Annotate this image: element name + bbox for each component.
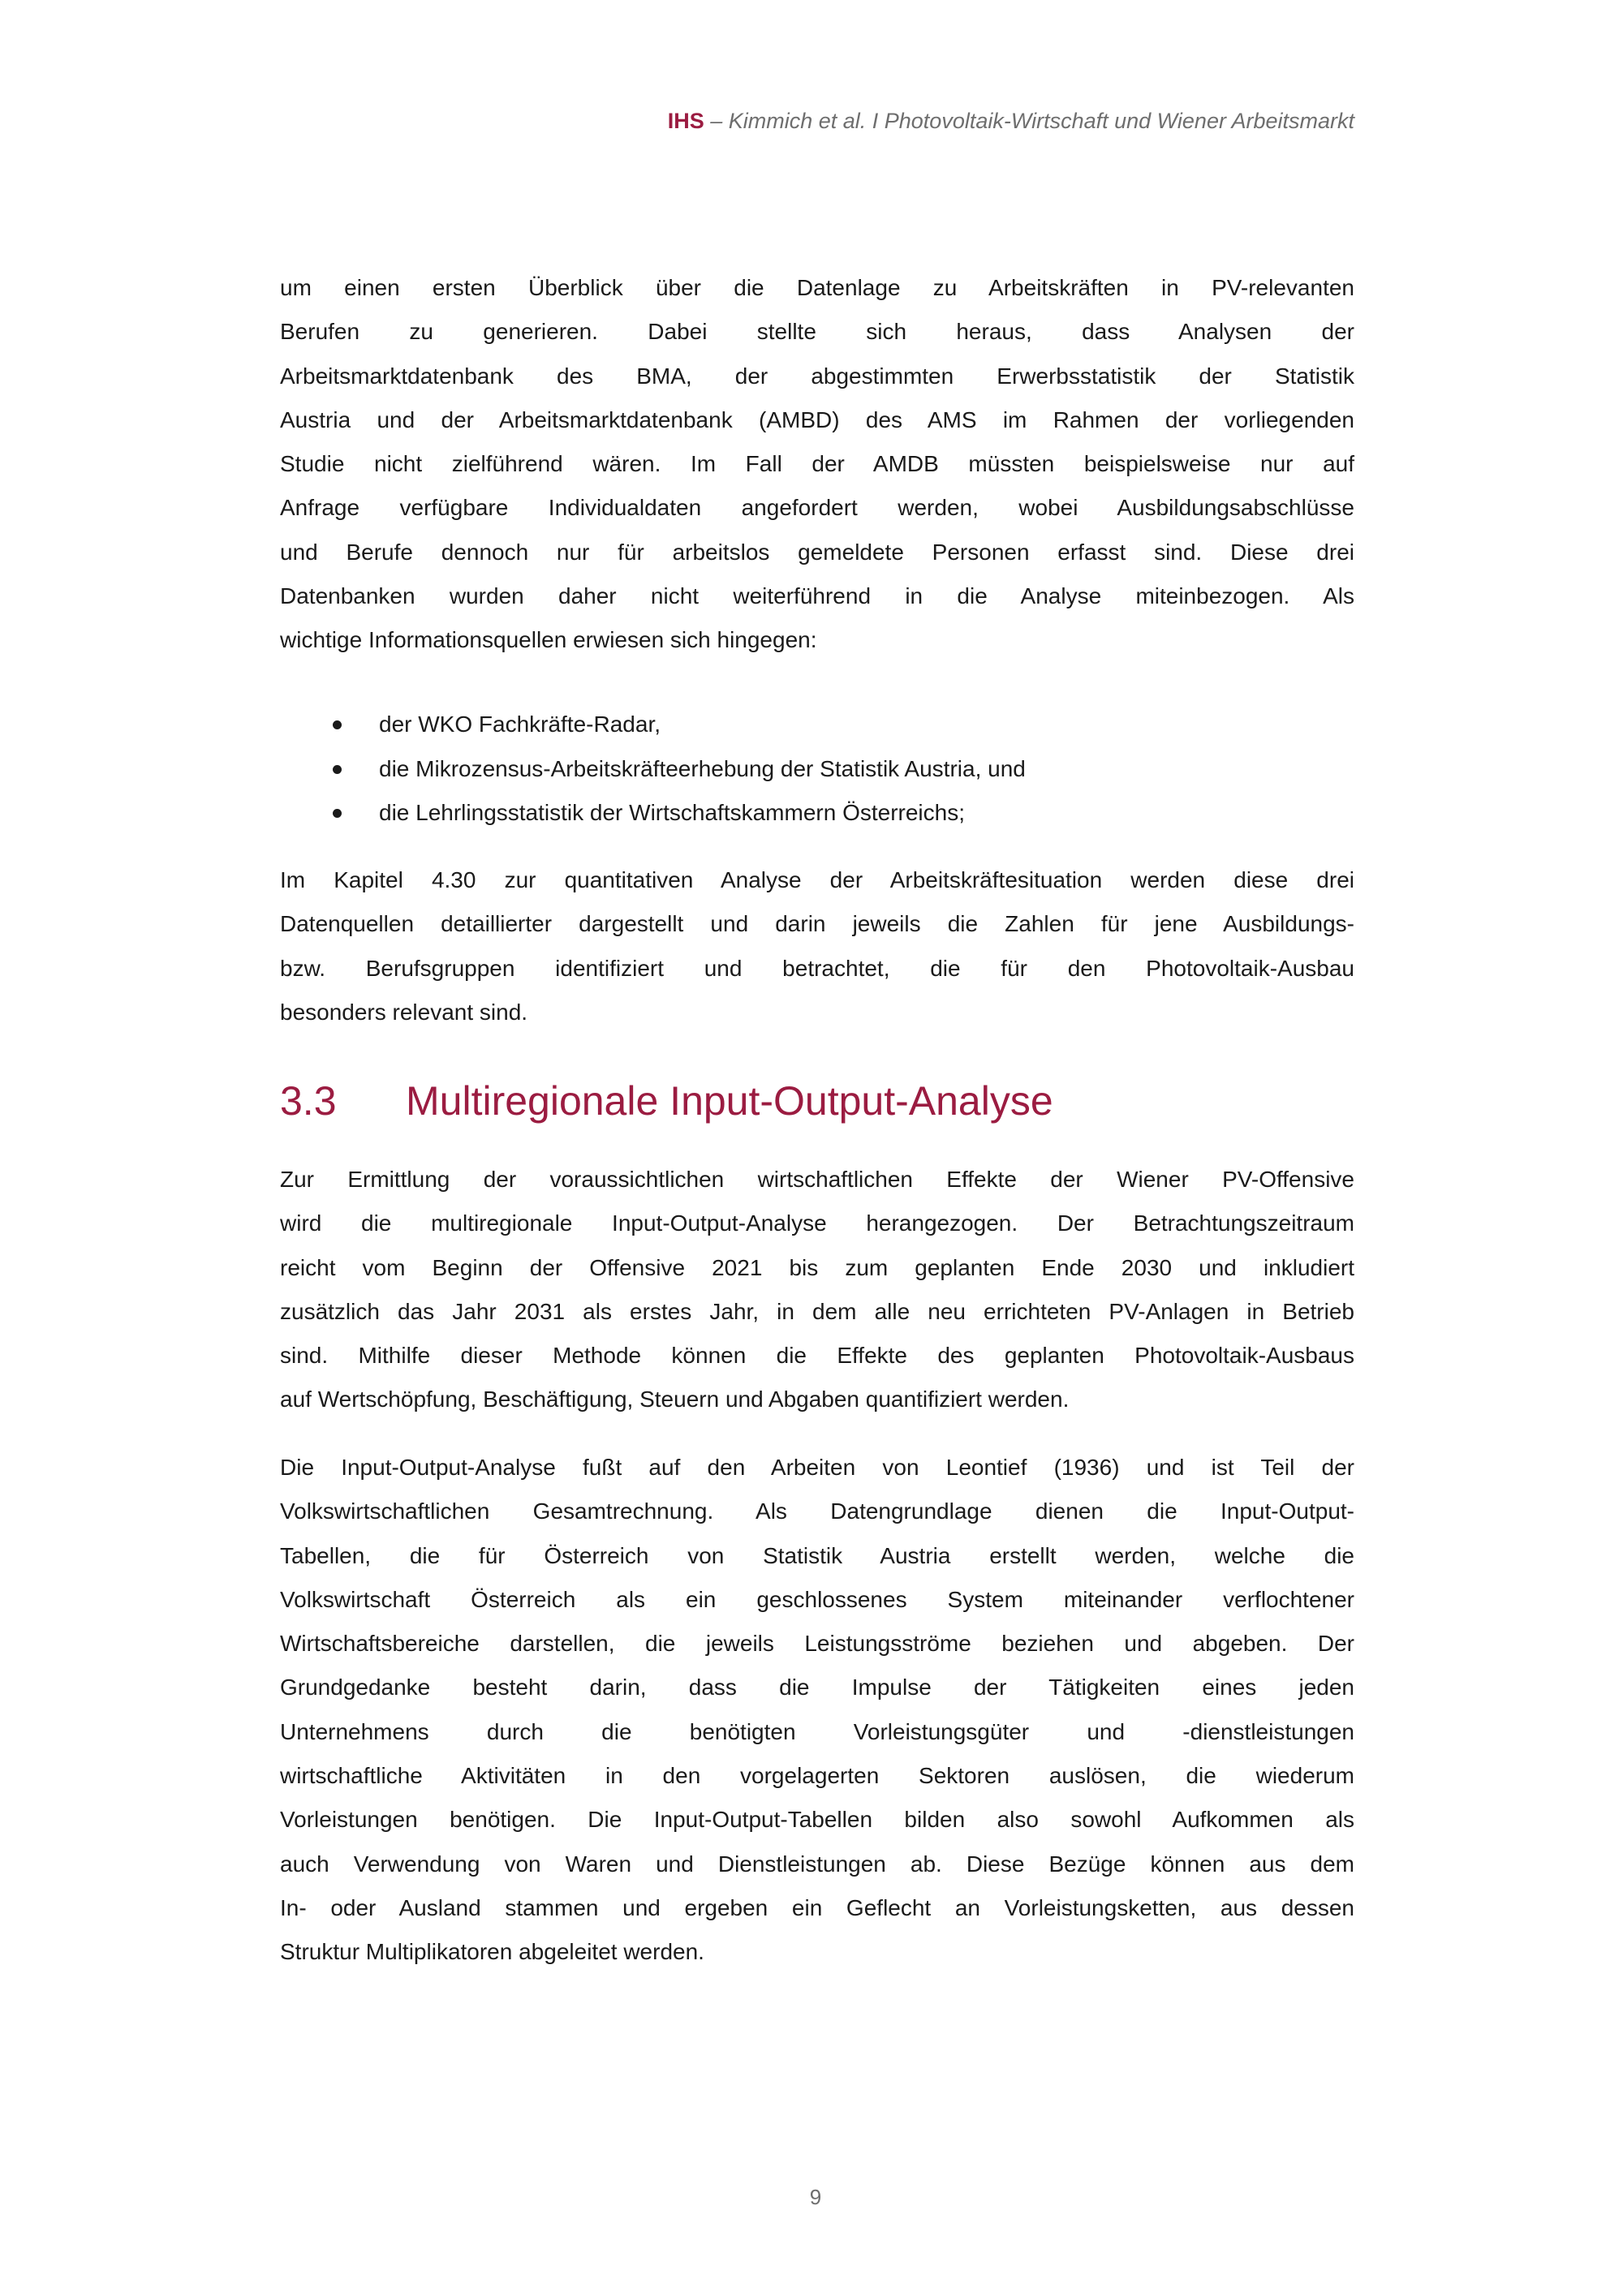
bullet-icon: [333, 809, 342, 818]
text-line: besonders relevant sind.: [280, 999, 528, 1025]
text-line: Tabellen, die für Österreich von Statistik Austria erstellt werden, welche die: [280, 1542, 1354, 1568]
text-line: Vorleistungen benötigen. Die Input-Output-Tabellen bilden also sowohl Aufkommen als: [280, 1807, 1354, 1833]
list-item-text: der WKO Fachkräfte-Radar,: [379, 712, 661, 737]
text-line: und Berufe dennoch nur für arbeitslos gemeldete Personen erfasst sind. Diese drei: [280, 539, 1354, 565]
bullet-list: [280, 703, 1354, 836]
text-line: Datenquellen detaillierter dargestellt und darin jeweils die Zahlen für jene Ausbildungs-: [280, 911, 1354, 937]
list-item-text: die Lehrlingsstatistik der Wirtschaftskammern Österreichs;: [379, 800, 965, 825]
text-line: um einen ersten Überblick über die Datenlage zu Arbeitskräften in PV-relevanten: [280, 275, 1354, 300]
text-line: Anfrage verfügbare Individualdaten angefordert werden, wobei Ausbildungsabschlüsse: [280, 495, 1354, 521]
text-line: wirtschaftliche Aktivitäten in den vorgelagerten Sektoren auslösen, die wiederum: [280, 1763, 1354, 1789]
paragraph-io-method: [280, 1446, 1354, 1975]
paragraph-data-sources: [280, 266, 1354, 663]
text-line: In- oder Ausland stammen und ergeben ein Geflecht an Vorleistungsketten, aus dessen: [280, 1894, 1354, 1920]
list-item-text: die Mikrozensus-Arbeitskräfteerhebung der Statistik Austria, und: [379, 755, 1026, 781]
text-line: Grundgedanke besteht darin, dass die Impulse der Tätigkeiten eines jeden: [280, 1675, 1354, 1701]
text-line: Volkswirtschaftlichen Gesamtrechnung. Als Datengrundlage dienen die Input-Output-: [280, 1498, 1354, 1524]
text-line: Im Kapitel 4.30 zur quantitativen Analyse der Arbeitskräftesituation werden diese drei: [280, 867, 1354, 892]
list-item: [280, 791, 1354, 836]
running-header: [668, 109, 1354, 134]
paragraph-io-intro: [280, 1158, 1354, 1422]
text-line: sind. Mithilfe dieser Methode können die Effekte des geplanten Photovoltaik-Ausbaus: [280, 1343, 1354, 1369]
text-line: Wirtschaftsbereiche darstellen, die jeweils Leistungsströme beziehen und abgeben. Der: [280, 1631, 1354, 1657]
text-line: wird die multiregionale Input-Output-Analyse herangezogen. Der Betrachtungszeitraum: [280, 1210, 1354, 1236]
text-line: Struktur Multiplikatoren abgeleitet werden.: [280, 1939, 704, 1965]
bullet-icon: [333, 765, 342, 774]
text-line: wichtige Informationsquellen erwiesen sich hingegen:: [280, 627, 817, 653]
header-title: – Kimmich et al. I Photovoltaik-Wirtschaft und Wiener Arbeitsmarkt: [704, 109, 1354, 133]
text-line: bzw. Berufsgruppen identifiziert und betrachtet, die für den Photovoltaik-Ausbau: [280, 955, 1354, 981]
text-line: Volkswirtschaft Österreich als ein geschlossenes System miteinander verflochtener: [280, 1586, 1354, 1612]
text-line: Austria und der Arbeitsmarktdatenbank (AMBD) des AMS im Rahmen der vorliegenden: [280, 406, 1354, 432]
section-number: 3.3: [280, 1078, 337, 1124]
text-line: Die Input-Output-Analyse fußt auf den Arbeiten von Leontief (1936) und ist Teil der: [280, 1455, 1354, 1480]
text-line: zusätzlich das Jahr 2031 als erstes Jahr, in dem alle neu errichteten PV-Anlagen in Betrieb: [280, 1298, 1354, 1324]
text-line: Datenbanken wurden daher nicht weiterführend in die Analyse miteinbezogen. Als: [280, 583, 1354, 609]
header-brand: IHS: [667, 109, 704, 133]
section-title: Multiregionale Input-Output-Analyse: [406, 1078, 1053, 1124]
text-line: auf Wertschöpfung, Beschäftigung, Steuern und Abgaben quantifiziert werden.: [280, 1387, 1070, 1412]
text-line: auch Verwendung von Waren und Dienstleistungen ab. Diese Bezüge können aus dem: [280, 1851, 1354, 1877]
text-line: reicht vom Beginn der Offensive 2021 bis zum geplanten Ende 2030 und inkludiert: [280, 1254, 1354, 1280]
list-item: [280, 747, 1354, 792]
bullet-icon: [333, 720, 342, 729]
text-line: Unternehmens durch die benötigten Vorleistungsgüter und -dienstleistungen: [280, 1718, 1354, 1744]
text-line: Berufen zu generieren. Dabei stellte sich heraus, dass Analysen der: [280, 319, 1354, 345]
text-line: Zur Ermittlung der voraussichtlichen wirtschaftlichen Effekte der Wiener PV-Offensive: [280, 1167, 1354, 1192]
text-line: Arbeitsmarktdatenbank des BMA, der abgestimmten Erwerbsstatistik der Statistik: [280, 363, 1354, 389]
text-line: Studie nicht zielführend wären. Im Fall der AMDB müssten beispielsweise nur auf: [280, 451, 1354, 477]
page-number: 9: [809, 2185, 822, 2209]
paragraph-chapter-reference: [280, 858, 1354, 1034]
list-item: [280, 703, 1354, 747]
